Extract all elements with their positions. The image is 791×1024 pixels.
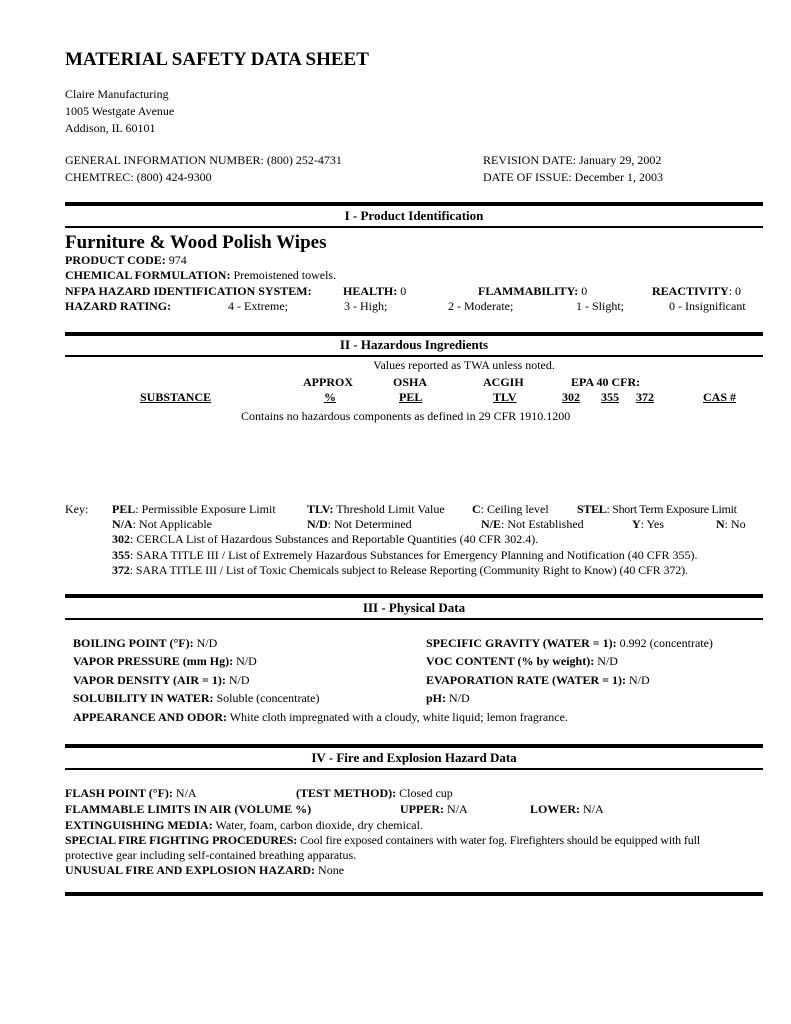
key-ne-abbr: N/E <box>481 517 502 531</box>
extinguishing-media <box>65 818 423 833</box>
section-divider-top <box>65 594 763 598</box>
key-355 <box>112 548 697 563</box>
date-of-issue: DATE OF ISSUE: December 1, 2003 <box>483 170 663 184</box>
evaporation-rate-label: EVAPORATION RATE (WATER = 1): <box>426 673 626 687</box>
key-stel-abbr: STEL <box>577 502 607 516</box>
key-na <box>112 517 212 532</box>
vapor-pressure-value: N/D <box>233 654 257 668</box>
general-information-number: GENERAL INFORMATION NUMBER: (800) 252-4731 <box>65 153 342 167</box>
key-pel-abbr: PEL <box>112 502 136 516</box>
ph <box>426 691 470 706</box>
key-302-abbr: 302 <box>112 532 130 546</box>
extinguishing-label: EXTINGUISHING MEDIA: <box>65 818 213 832</box>
key-stel-text: : Short Term Exposure Limit <box>606 502 737 516</box>
column-pel: PEL <box>399 390 423 404</box>
key-pel <box>112 502 276 517</box>
no-hazardous-components-note: Contains no hazardous components as defined in 29 CFR 1910.1200 <box>241 409 571 423</box>
section-heading-product-identification: I - Product Identification <box>344 208 484 223</box>
rating-extreme: 4 - Extreme; <box>228 299 288 313</box>
upper-label: UPPER: <box>400 802 444 816</box>
health-label: HEALTH: <box>343 284 398 298</box>
key-nd-text: : Not Determined <box>327 517 412 531</box>
special-fire-fighting <box>65 833 700 848</box>
voc-content <box>426 654 618 669</box>
special-procedures-value: Cool fire exposed containers with water fog. Firefighters should be equipped with full <box>297 833 700 847</box>
key-na-text: : Not Applicable <box>132 517 212 531</box>
rating-moderate: 2 - Moderate; <box>448 299 514 313</box>
appearance-label: APPEARANCE AND ODOR: <box>73 710 227 724</box>
company-name: Claire Manufacturing <box>65 87 169 101</box>
document-title: MATERIAL SAFETY DATA SHEET <box>65 49 369 70</box>
vapor-pressure <box>73 654 257 669</box>
unusual-hazard-value: None <box>315 863 345 877</box>
section-divider-bottom <box>65 618 763 620</box>
column-tlv: TLV <box>493 390 517 404</box>
key-tlv-abbr: TLV: <box>307 502 334 516</box>
key-na-abbr: N/A <box>112 517 133 531</box>
solubility-in-water <box>73 691 319 706</box>
rating-high: 3 - High; <box>344 299 388 313</box>
test-method <box>296 786 453 801</box>
key-yes <box>632 517 664 532</box>
extinguishing-value: Water, foam, carbon dioxide, dry chemical. <box>212 818 423 832</box>
appearance-and-odor <box>73 710 568 725</box>
column-cas: CAS # <box>703 390 737 404</box>
boiling-point-label: BOILING POINT (°F): <box>73 636 194 650</box>
flash-point-value: N/A <box>172 786 197 800</box>
flammability-value: 0 <box>578 284 588 298</box>
key-302-text: : CERCLA List of Hazardous Substances and Reportable Quantities (40 CFR 302.4). <box>130 532 539 546</box>
nfpa-label: NFPA HAZARD IDENTIFICATION SYSTEM: <box>65 284 312 298</box>
special-procedures-label: SPECIAL FIRE FIGHTING PROCEDURES: <box>65 833 298 847</box>
unusual-hazard-label: UNUSUAL FIRE AND EXPLOSION HAZARD: <box>65 863 316 877</box>
column-302: 302 <box>562 390 580 404</box>
vapor-pressure-label: VAPOR PRESSURE (mm Hg): <box>73 654 234 668</box>
key-y-text: : Yes <box>640 517 665 531</box>
lower-label: LOWER: <box>530 802 581 816</box>
section-heading-hazardous-ingredients: II - Hazardous Ingredients <box>339 337 489 352</box>
special-fire-fighting-continued: protective gear including self-contained breathing apparatus. <box>65 848 357 862</box>
voc-content-label: VOC CONTENT (% by weight): <box>426 654 595 668</box>
flammable-limits-label: FLAMMABLE LIMITS IN AIR (VOLUME %) <box>65 802 312 816</box>
test-method-value: Closed cup <box>396 786 453 800</box>
specific-gravity <box>426 636 713 651</box>
chemical-formulation-label: CHEMICAL FORMULATION: <box>65 268 231 282</box>
flammable-lower <box>530 802 604 817</box>
product-name: Furniture & Wood Polish Wipes <box>65 232 327 253</box>
section-divider-bottom <box>65 226 763 228</box>
twa-note: Values reported as TWA unless noted. <box>373 358 555 372</box>
vapor-density <box>73 673 250 688</box>
solubility-label: SOLUBILITY IN WATER: <box>73 691 214 705</box>
ph-label: pH: <box>426 691 447 705</box>
key-no <box>716 517 746 532</box>
section-heading-fire-explosion: IV - Fire and Explosion Hazard Data <box>311 750 517 765</box>
boiling-point-value: N/D <box>193 636 218 650</box>
key-ne <box>481 517 584 532</box>
column-approx: APPROX <box>303 375 353 389</box>
flash-point <box>65 786 197 801</box>
specific-gravity-label: SPECIFIC GRAVITY (WATER = 1): <box>426 636 617 650</box>
section-divider-top <box>65 332 763 336</box>
appearance-value: White cloth impregnated with a cloudy, white liquid; lemon fragrance. <box>227 710 568 724</box>
section-divider-bottom <box>65 768 763 770</box>
key-y-abbr: Y <box>632 517 641 531</box>
rating-slight: 1 - Slight; <box>576 299 625 313</box>
key-c-abbr: C <box>472 502 481 516</box>
vapor-density-label: VAPOR DENSITY (AIR = 1): <box>73 673 226 687</box>
product-code-value: 974 <box>165 253 187 267</box>
section-heading-physical-data: III - Physical Data <box>362 600 466 615</box>
flammability-label: FLAMMABILITY: <box>478 284 579 298</box>
voc-content-value: N/D <box>594 654 618 668</box>
rating-insignificant: 0 - Insignificant <box>669 299 746 313</box>
key-label: Key: <box>65 502 89 516</box>
nfpa-flammability <box>478 284 587 299</box>
reactivity-value: : 0 <box>728 284 742 298</box>
column-percent: % <box>324 390 336 404</box>
chemical-formulation <box>65 268 336 283</box>
column-372: 372 <box>636 390 654 404</box>
solubility-value: Soluble (concentrate) <box>213 691 320 705</box>
column-substance: SUBSTANCE <box>140 390 212 404</box>
chemical-formulation-value: Premoistened towels. <box>230 268 337 282</box>
column-osha: OSHA <box>393 375 428 389</box>
key-ne-text: : Not Established <box>501 517 584 531</box>
key-355-text: : SARA TITLE III / List of Extremely Hazardous Substances for Emergency Planning and Notification (40 CFR 355). <box>130 548 698 562</box>
section-divider-top <box>65 744 763 748</box>
flash-point-label: FLASH POINT (°F): <box>65 786 173 800</box>
column-355: 355 <box>601 390 619 404</box>
company-address-line2: Addison, IL 60101 <box>65 121 156 135</box>
specific-gravity-value: 0.992 (concentrate) <box>616 636 713 650</box>
vapor-density-value: N/D <box>225 673 250 687</box>
key-c <box>472 502 549 517</box>
revision-date: REVISION DATE: January 29, 2002 <box>483 153 662 167</box>
evaporation-rate <box>426 673 650 688</box>
health-value: 0 <box>397 284 407 298</box>
company-address-line1: 1005 Westgate Avenue <box>65 104 175 118</box>
ph-value: N/D <box>446 691 470 705</box>
section-divider-top <box>65 202 763 206</box>
column-acgih: ACGIH <box>483 375 524 389</box>
key-nd <box>307 517 412 532</box>
lower-value: N/A <box>580 802 604 816</box>
key-n-text: : No <box>724 517 746 531</box>
reactivity-label: REACTIVITY <box>652 284 729 298</box>
key-355-abbr: 355 <box>112 548 130 562</box>
nfpa-health <box>343 284 406 299</box>
upper-value: N/A <box>444 802 468 816</box>
key-pel-text: : Permissible Exposure Limit <box>135 502 276 516</box>
column-epa: EPA 40 CFR: <box>571 375 641 389</box>
key-n-abbr: N <box>716 517 725 531</box>
product-code-label: PRODUCT CODE: <box>65 253 166 267</box>
key-tlv-text: Threshold Limit Value <box>333 502 445 516</box>
key-c-text: : Ceiling level <box>480 502 549 516</box>
key-372 <box>112 563 688 578</box>
boiling-point <box>73 636 217 651</box>
nfpa-reactivity <box>652 284 741 299</box>
section-divider-bottom <box>65 355 763 357</box>
key-302 <box>112 532 538 547</box>
evaporation-rate-value: N/D <box>625 673 650 687</box>
unusual-fire-hazard <box>65 863 344 878</box>
hazard-rating-label: HAZARD RATING: <box>65 299 172 313</box>
product-code <box>65 253 187 268</box>
key-tlv <box>307 502 445 517</box>
section-divider-end <box>65 892 763 896</box>
key-stel <box>577 502 737 517</box>
test-method-label: (TEST METHOD): <box>296 786 397 800</box>
key-372-text: : SARA TITLE III / List of Toxic Chemicals subject to Release Reporting (Community Right to Know) (40 CFR 372). <box>129 563 688 577</box>
flammable-upper <box>400 802 468 817</box>
chemtrec-number: CHEMTREC: (800) 424-9300 <box>65 170 212 184</box>
key-nd-abbr: N/D <box>307 517 328 531</box>
key-372-abbr: 372 <box>112 563 130 577</box>
